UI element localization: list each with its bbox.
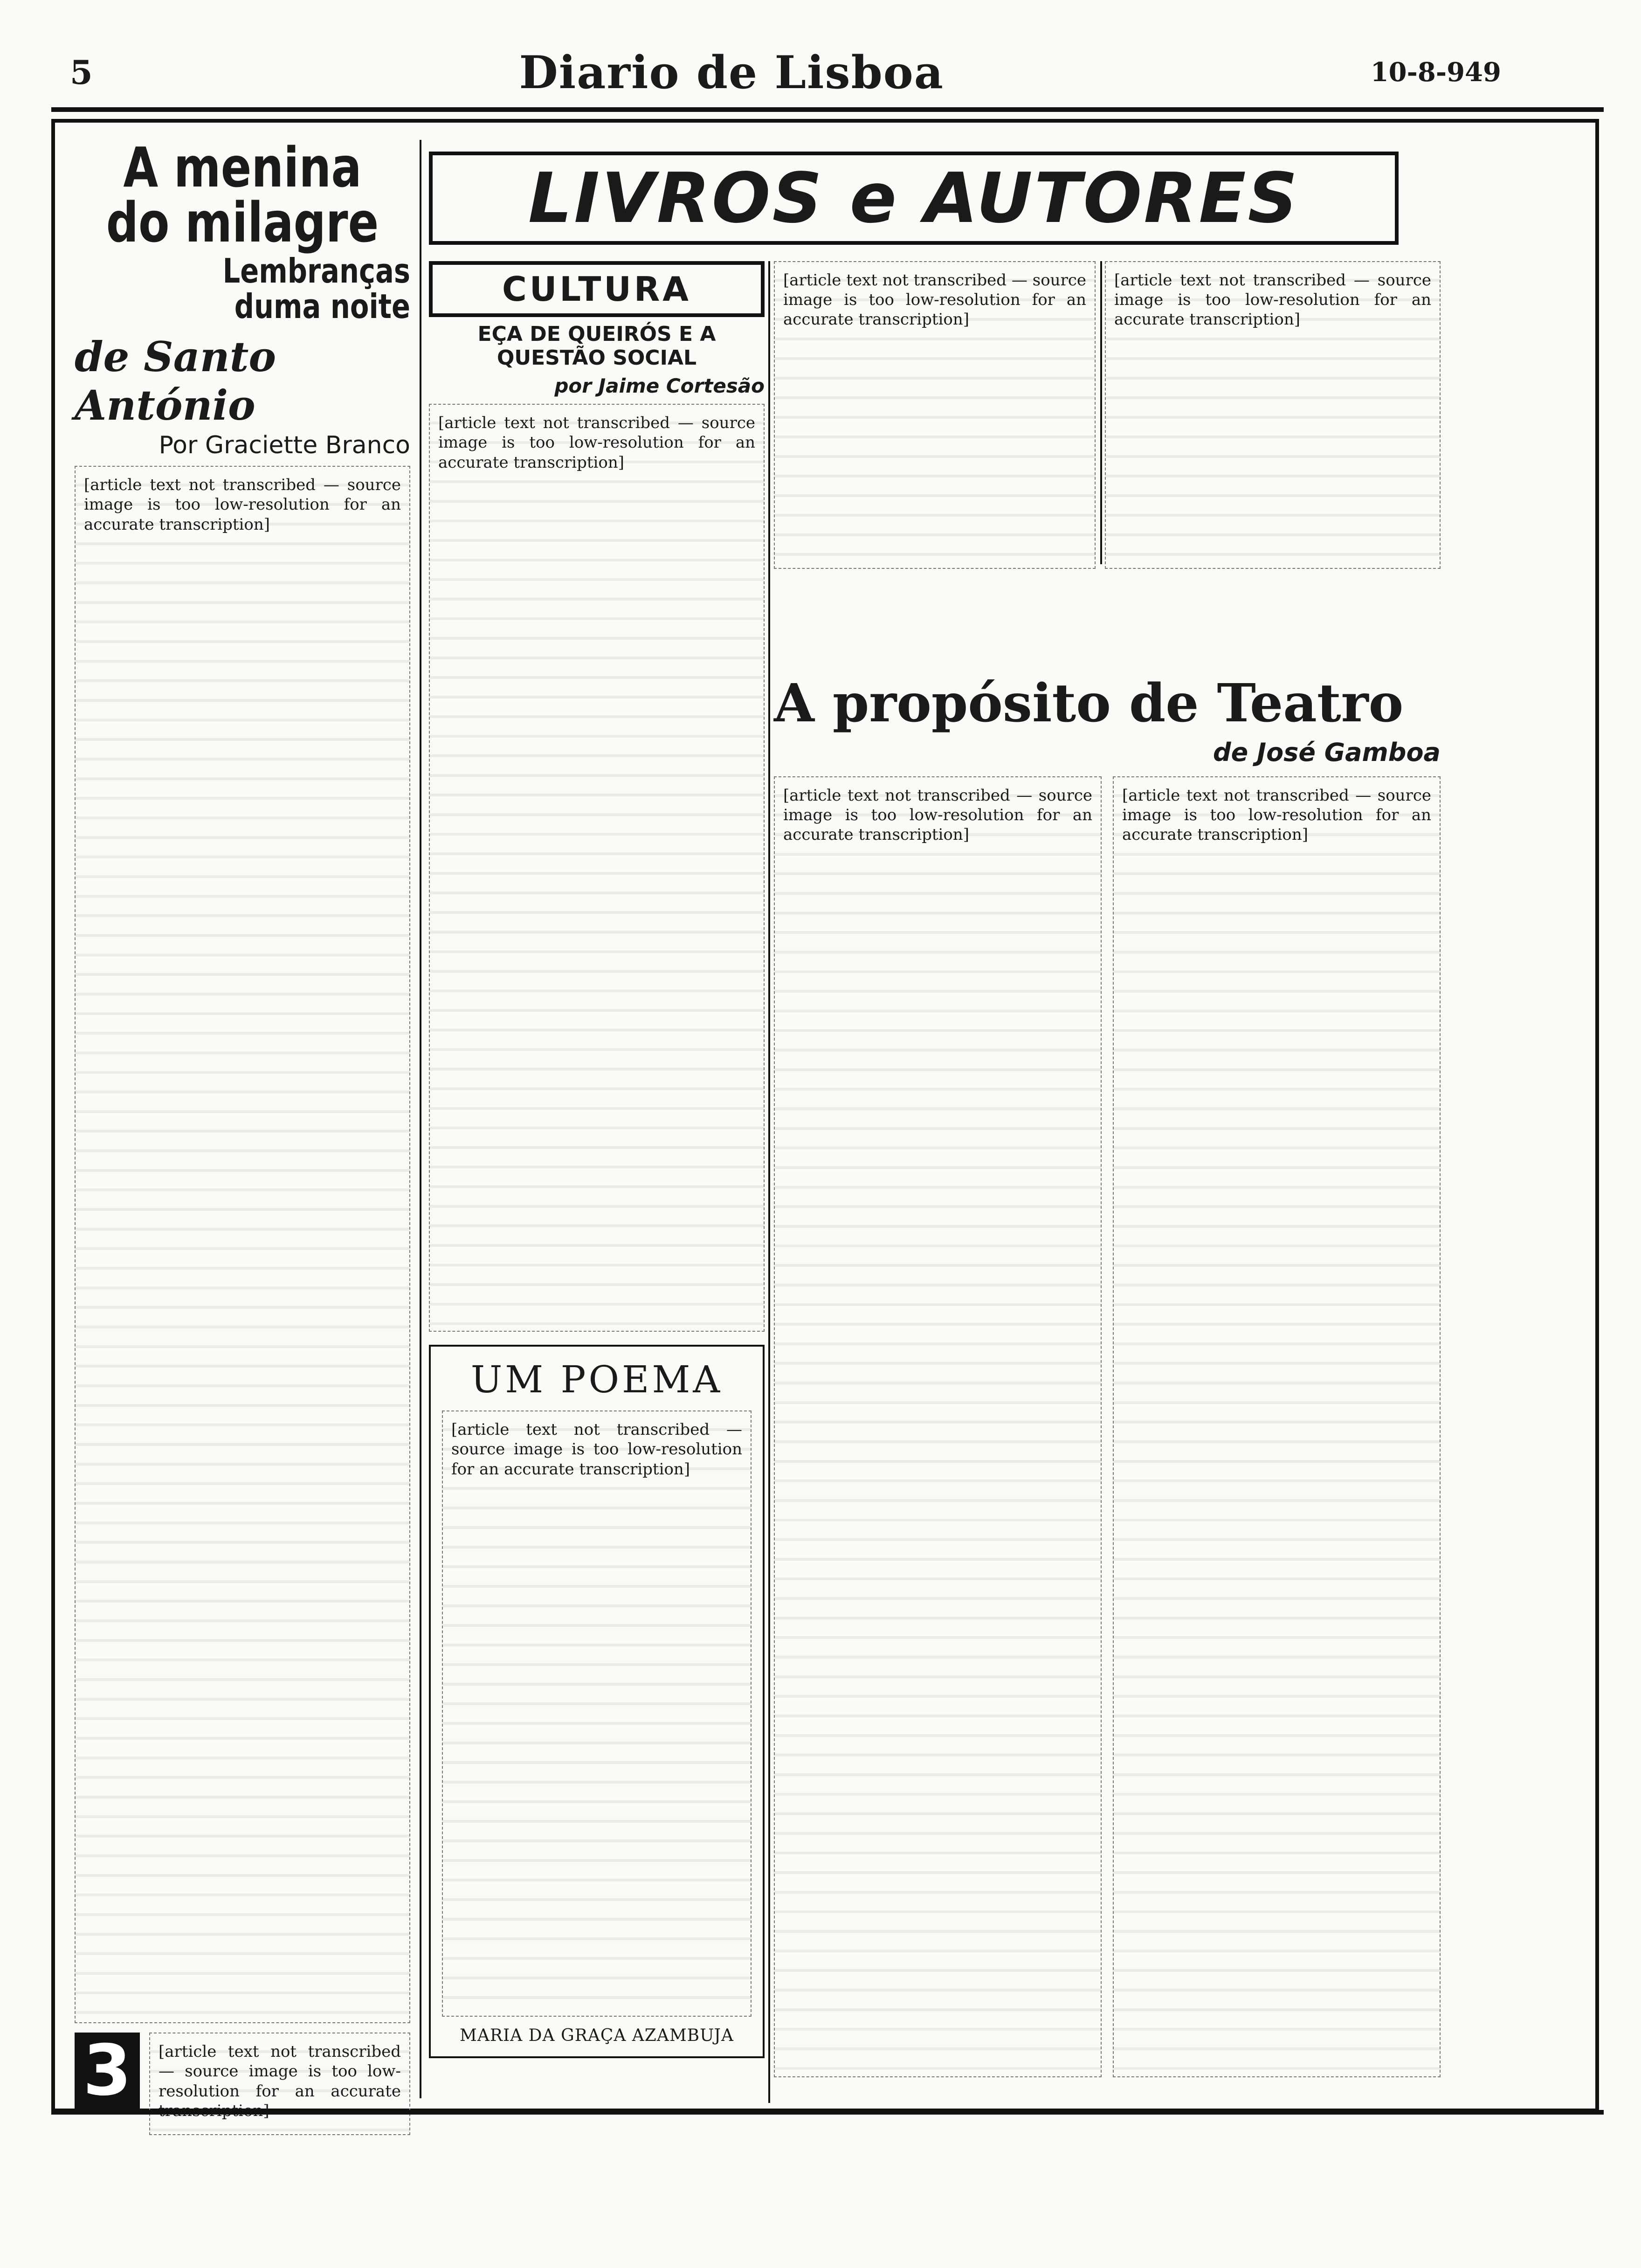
notice-number-block <box>75 2030 410 2135</box>
newspaper-title: Diario de Lisboa <box>519 46 944 99</box>
section-banner-livros-autores <box>429 152 1399 245</box>
cultura-banner <box>429 261 765 317</box>
article-byline-eca: por Jaime Cortesão <box>554 374 765 398</box>
teatro-column-1 <box>774 776 1102 2077</box>
article-byline-menina: Por Graciette Branco <box>159 431 410 460</box>
teatro-column-2-placeholder: [article text not transcribed — source image is too low-resolution for an accurate transcription] <box>1113 776 1441 2077</box>
teatro-section <box>774 673 1441 2098</box>
poem-author: MARIA DA GRAÇA AZAMBUJA <box>460 2026 734 2046</box>
article-body-right <box>1105 261 1441 569</box>
column-rule-middle-right <box>1100 261 1102 564</box>
middle-column <box>774 261 1096 564</box>
article-body-eca-continued-placeholder: [article text not transcribed — source image is too low-resolution for an accurate transcription] <box>774 261 1096 569</box>
notice-text <box>149 2033 410 2135</box>
issue-date: 10-8-949 <box>1370 57 1501 88</box>
article-body-menina <box>75 466 410 2023</box>
left-column <box>75 135 410 2120</box>
article-body-right-placeholder: [article text not transcribed — source image is too low-resolution for an accurate transcription] <box>1105 261 1441 569</box>
section-banner-title: LIVROS e AUTORES <box>528 158 1300 238</box>
article-body-eca <box>429 404 765 1332</box>
masthead-rule <box>51 107 1604 112</box>
teatro-column-2 <box>1113 776 1441 2077</box>
teatro-columns <box>774 776 1441 2077</box>
masthead <box>70 37 1501 107</box>
article-body-eca-placeholder: [article text not transcribed — source image is too low-resolution for an accurate transcription] <box>429 404 765 1332</box>
article-subtitle-menina: Lembranças duma noite <box>222 251 410 326</box>
teatro-column-1-placeholder: [article text not transcribed — source image is too low-resolution for an accurate transcription] <box>774 776 1102 2077</box>
bottom-rule <box>51 2110 1604 2115</box>
article-headline-eca: EÇA DE QUEIRÓS E A QUESTÃO SOCIAL <box>477 322 716 370</box>
poem-body-placeholder: [article text not transcribed — source image is too low-resolution for an accurate transcription] <box>442 1411 752 2017</box>
article-title-menina: A menina do milagre <box>106 135 379 255</box>
article-body-placeholder: [article text not transcribed — source image is too low-resolution for an accurate transcription] <box>75 466 410 2023</box>
column-rule-left <box>420 140 421 2098</box>
middle-left-column <box>429 261 765 2103</box>
teatro-byline: de José Gamboa <box>1213 737 1441 767</box>
article-body-eca-continued <box>774 261 1096 569</box>
teatro-title: A propósito de Teatro <box>774 673 1404 734</box>
poem-body <box>442 1411 752 2017</box>
poem-title: UM POEMA <box>470 1358 723 1402</box>
column-rule-middle-left <box>768 261 770 2103</box>
right-column <box>1105 261 1441 564</box>
cultura-label: CULTURA <box>502 270 691 309</box>
poem-box <box>429 1345 765 2058</box>
article-subtitle-santo-antonio: de Santo António <box>75 332 276 430</box>
notice-number-box: 3 <box>75 2033 140 2109</box>
notice-text-placeholder: [article text not transcribed — source image is too low-resolution for an accurate transcription] <box>149 2033 410 2135</box>
page-number: 5 <box>70 53 93 92</box>
